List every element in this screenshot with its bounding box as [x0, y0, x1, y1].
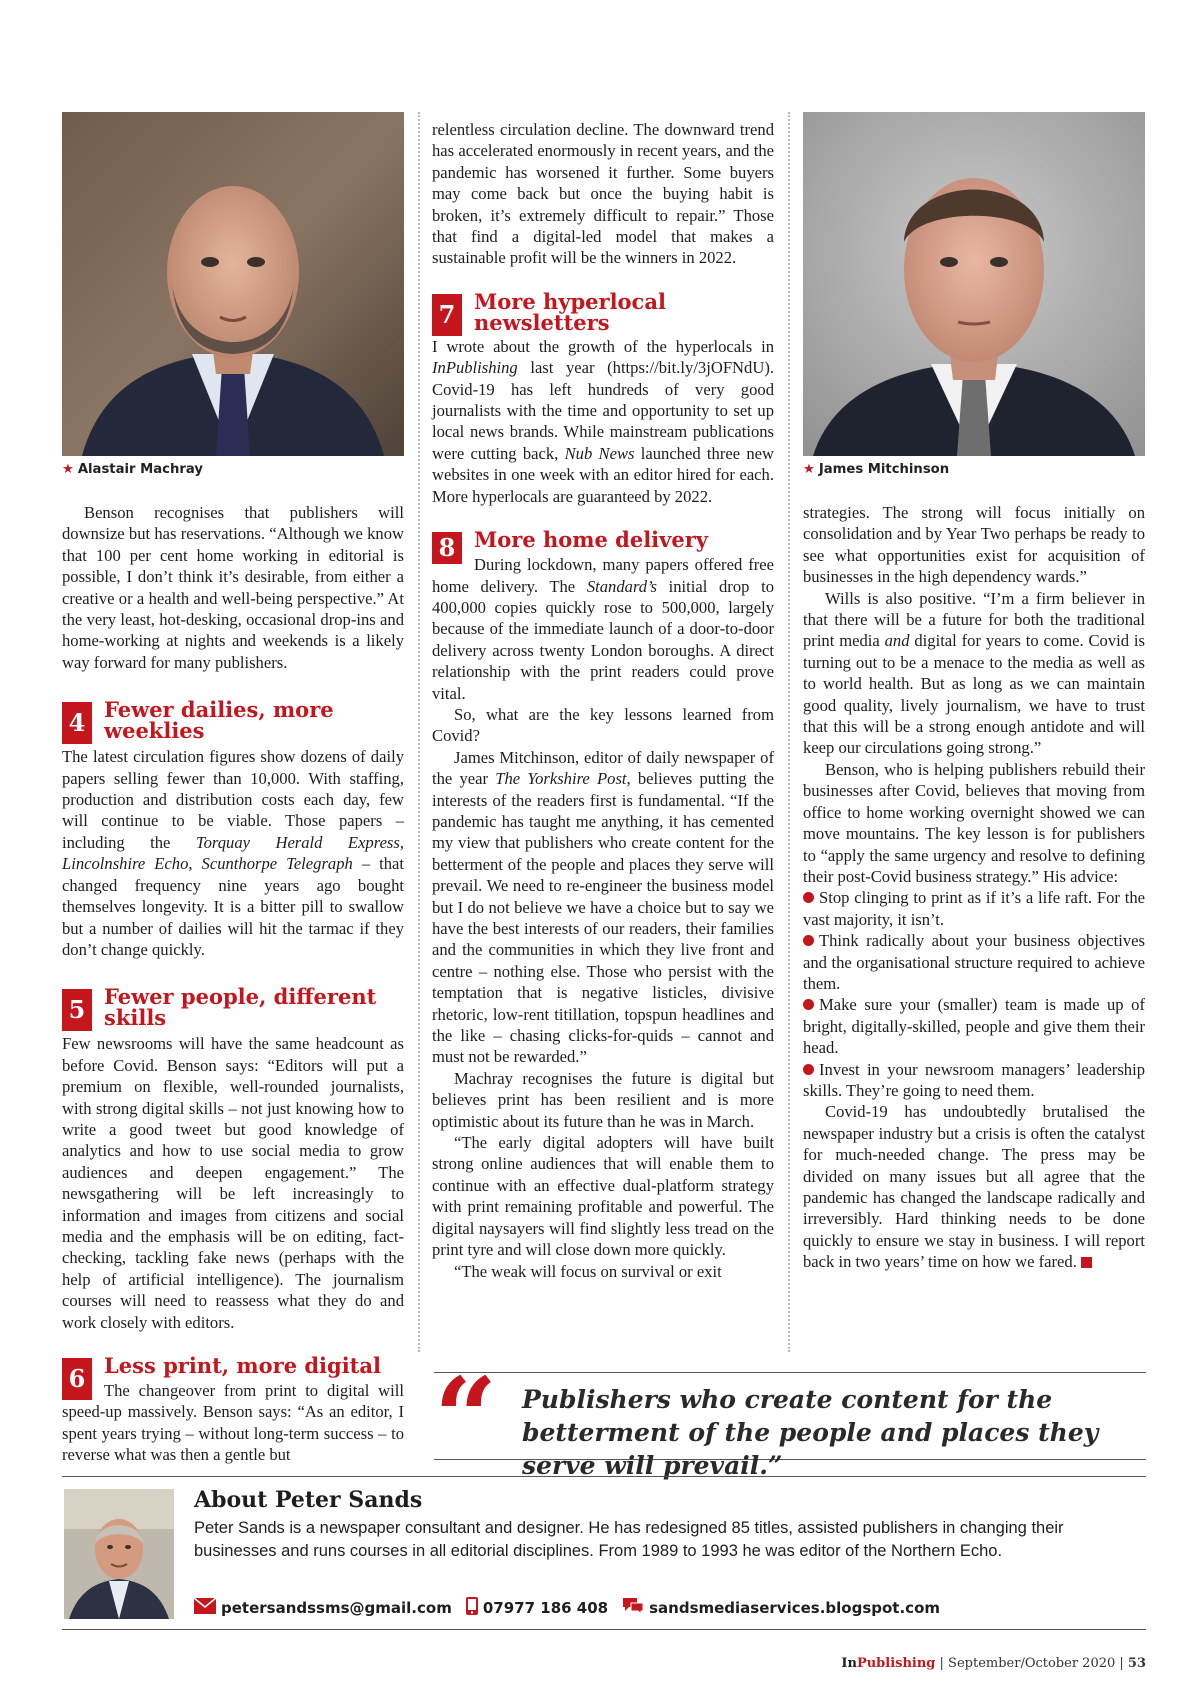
section-heading-4: [62, 699, 404, 744]
column-rule: [788, 112, 790, 1352]
paragraph: The changeover from print to digital will speed-up massively. Benson says: “As an editor, I spent years trying – without long-term success – to reverse what was then a gentle but: [62, 1381, 404, 1465]
paragraph: During lockdown, many papers offered free home delivery. The Standard’s initial drop to 400,000 copies quickly rose to 500,000, largely because of the immediate launch of a door-to-door delivery across twenty London boroughs. A direct relationship with the print readers could prove vital.: [432, 555, 774, 703]
advice-item: Stop clinging to print as if it’s a life raft. For the vast majority, it isn’t.: [803, 888, 1145, 929]
paragraph: So, what are the key lessons learned from Covid?: [432, 704, 774, 746]
page-footer: [841, 1656, 1146, 1671]
section-number: 6: [62, 1358, 92, 1400]
bullet-icon: [803, 935, 814, 946]
advice-item: Think radically about your business objectives and the organisational structure required to achieve them.: [803, 931, 1145, 993]
paragraph: I wrote about the growth of the hyperlocals in InPublishing last year (https://bit.ly/3jOFNdU). Covid-19 has left hundreds of very good journalists with the time and opportunity to set up local news brands. While mainstream publications were cutting back, Nub News launched three new websites in one week with an editor hired for each. More hyperlocals are guaranteed by 2022.: [432, 336, 774, 506]
blog-link[interactable]: sandsmediaservices.blogspot.com: [649, 1599, 941, 1617]
paragraph: “The early digital adopters will have built strong online audiences that will enable them to continue with an effective dual-platform strategy with print remaining profitable and powerful. The digital naysayers will find slightly less tread on the print tyre and will close down more quickly.: [432, 1133, 774, 1260]
column-1: [62, 502, 404, 1466]
column-3: [803, 502, 1145, 1273]
section-number: 5: [62, 989, 92, 1031]
section-number: 4: [62, 702, 92, 744]
photo-james-mitchinson: [803, 112, 1145, 456]
star-icon: ★: [803, 462, 815, 477]
paragraph: Machray recognises the future is digital but believes print has been resilient and is more optimistic about its future than he was in March.: [432, 1068, 774, 1131]
envelope-icon: [194, 1598, 216, 1618]
section-number: 7: [432, 294, 462, 336]
about-title: About Peter Sands: [194, 1487, 423, 1513]
bullet-icon: [803, 892, 814, 903]
speech-bubble-icon: [622, 1597, 644, 1619]
brand-in: In: [841, 1656, 857, 1671]
phone-number[interactable]: 07977 186 408: [482, 1599, 609, 1617]
bullet-icon: [803, 1064, 814, 1075]
column-2: [432, 119, 774, 1282]
paragraph: Wills is also positive. “I’m a firm believer in that there will be a future for both the traditional print media and digital for years to come. Covid is turning out to be a menace to the media as well as to world health. But as long as we can maintain good quality, lively journalism, we have to trust that this will be a strong enough antidote and will keep our circulations going strong.”: [803, 588, 1145, 758]
advice-item: Invest in your newsroom managers’ leadership skills. They’re going to need them.: [803, 1059, 1145, 1100]
page-number: 53: [1127, 1656, 1146, 1671]
section-title: Fewer dailies, more weeklies: [104, 697, 334, 744]
pull-quote: [434, 1353, 1146, 1482]
caption-left: ★ Alastair Machray: [62, 462, 203, 477]
section-title: More home delivery: [474, 527, 708, 553]
column-rule: [418, 112, 420, 1352]
end-mark-icon: [1081, 1257, 1092, 1268]
paragraph: Few newsrooms will have the same headcount as before Covid. Benson says: “Editors will put a premium on flexible, well-rounded journalists, with strong digital skills – not just knowing how to write a good tweet but good knowledge of analytics and how to use social media to grow audiences and deepen engagement.” The newsgathering will be left increasingly to information and images from citizens and social media and the emphasis will be on editing, fact-checking, tackling fake news (perhaps with the help of artificial intelligence). The journalism courses will need to reassess what they do and work closely with editors.: [62, 1034, 404, 1332]
mobile-phone-icon: [466, 1597, 478, 1619]
section-title: Less print, more digital: [104, 1353, 381, 1378]
paragraph: The latest circulation figures show dozens of daily papers selling fewer than 10,000. With staffing, production and distribution costs each day, few will continue to be viable. Those papers – including the Torquay Herald Express, Lincolnshire Echo, Scunthorpe Telegraph – that changed frequency nine years ago bought themselves longevity. It is a bitter pill to swallow but a number of dailies will hit the tarmac if they don’t change quickly.: [62, 747, 405, 959]
paragraph: Covid-19 has undoubtedly brutalised the newspaper industry but a crisis is often the catalyst for much-needed change. The press may be divided on many issues but all agree that the pandemic has changed the landscape radically and irreversibly. Hard thinking needs to be done quickly to ensure we stay in business. I will report back in two years’ time on how we fared.: [803, 1102, 1145, 1272]
pull-quote-text: Publishers who create content for the betterment of the people and places they serve will prevail.”: [522, 1385, 1099, 1480]
paragraph: James Mitchinson, editor of daily newspaper of the year The Yorkshire Post, believes putting the interests of the readers first is fundamental. “If the pandemic has taught me anything, it has cemented my view that publishers who create content for the betterment of the people and places they serve will prevail. We need to re-engineer the business model but I do not believe we have a choice but to say we have the best interests of our readers, their families and the communities in which they live front and centre – nothing else. Those who persist with the temptation that is negative listicles, divisive rhetoric, low-rent titillation, topspun headlines and the like – chasing clicks-for-quids – cannot and must not be rewarded.”: [432, 747, 774, 1067]
section-heading-7: [432, 288, 774, 336]
bullet-icon: [803, 999, 814, 1010]
author-photo: [64, 1489, 174, 1619]
paragraph: Benson, who is helping publishers rebuild their businesses after Covid, believes that moving from office to home working overnight showed we can move mountains. The key lesson is for publishers to “apply the same urgency and resolve to defining their post-Covid business strategy.” His advice:: [803, 759, 1145, 886]
about-author-box: [62, 1476, 1146, 1630]
issue-label: | September/October 2020 |: [939, 1656, 1124, 1671]
brand-publishing: Publishing: [856, 1656, 936, 1671]
star-icon: ★: [62, 462, 74, 477]
section-title: More hyperlocal newsletters: [474, 288, 666, 335]
paragraph: strategies. The strong will focus initially on consolidation and by Year Two perhaps be ready to see what opportunities exist for acquisition of businesses in the high dependency wards.”: [803, 503, 1145, 587]
section-title: Fewer people, different skills: [104, 984, 377, 1031]
paragraph: relentless circulation decline. The downward trend has accelerated enormously in recent years, and the pandemic has worsened it further. Some buyers may come back but once the buying habit is broken, it’s extremely difficult to repair.” Those that find a digital-led model that makes a sustainable profit will be the winners in 2022.: [432, 120, 774, 268]
section-heading-5: [62, 986, 404, 1031]
advice-item: Make sure your (smaller) team is made up of bright, digitally-skilled, people and give them their head.: [803, 995, 1145, 1058]
section-number: 8: [432, 532, 462, 564]
contact-line: [194, 1597, 940, 1619]
photo-alastair-machray: [62, 112, 404, 456]
paragraph: “The weak will focus on survival or exit: [454, 1261, 722, 1281]
paragraph: Benson recognises that publishers will downsize but has reservations. “Although we know that 100 per cent home working in editorial is possible, I don’t think it’s desirable, from either a creative or a health and well-being perspective.” At the very least, hot-desking, occasional drop-ins and home-working at nights and weekends is a likely way forward for many publishers.: [62, 503, 404, 672]
about-body: Peter Sands is a newspaper consultant and designer. He has redesigned 85 titles, assisted publishers in changing their businesses and runs courses in all editorial disciplines. From 1989 to 1993 he was editor of the Northern Echo.: [194, 1519, 1064, 1560]
email-link[interactable]: petersandssms@gmail.com: [221, 1599, 452, 1617]
caption-right: ★ James Mitchinson: [803, 462, 950, 477]
quote-mark-icon: “: [434, 1353, 498, 1482]
